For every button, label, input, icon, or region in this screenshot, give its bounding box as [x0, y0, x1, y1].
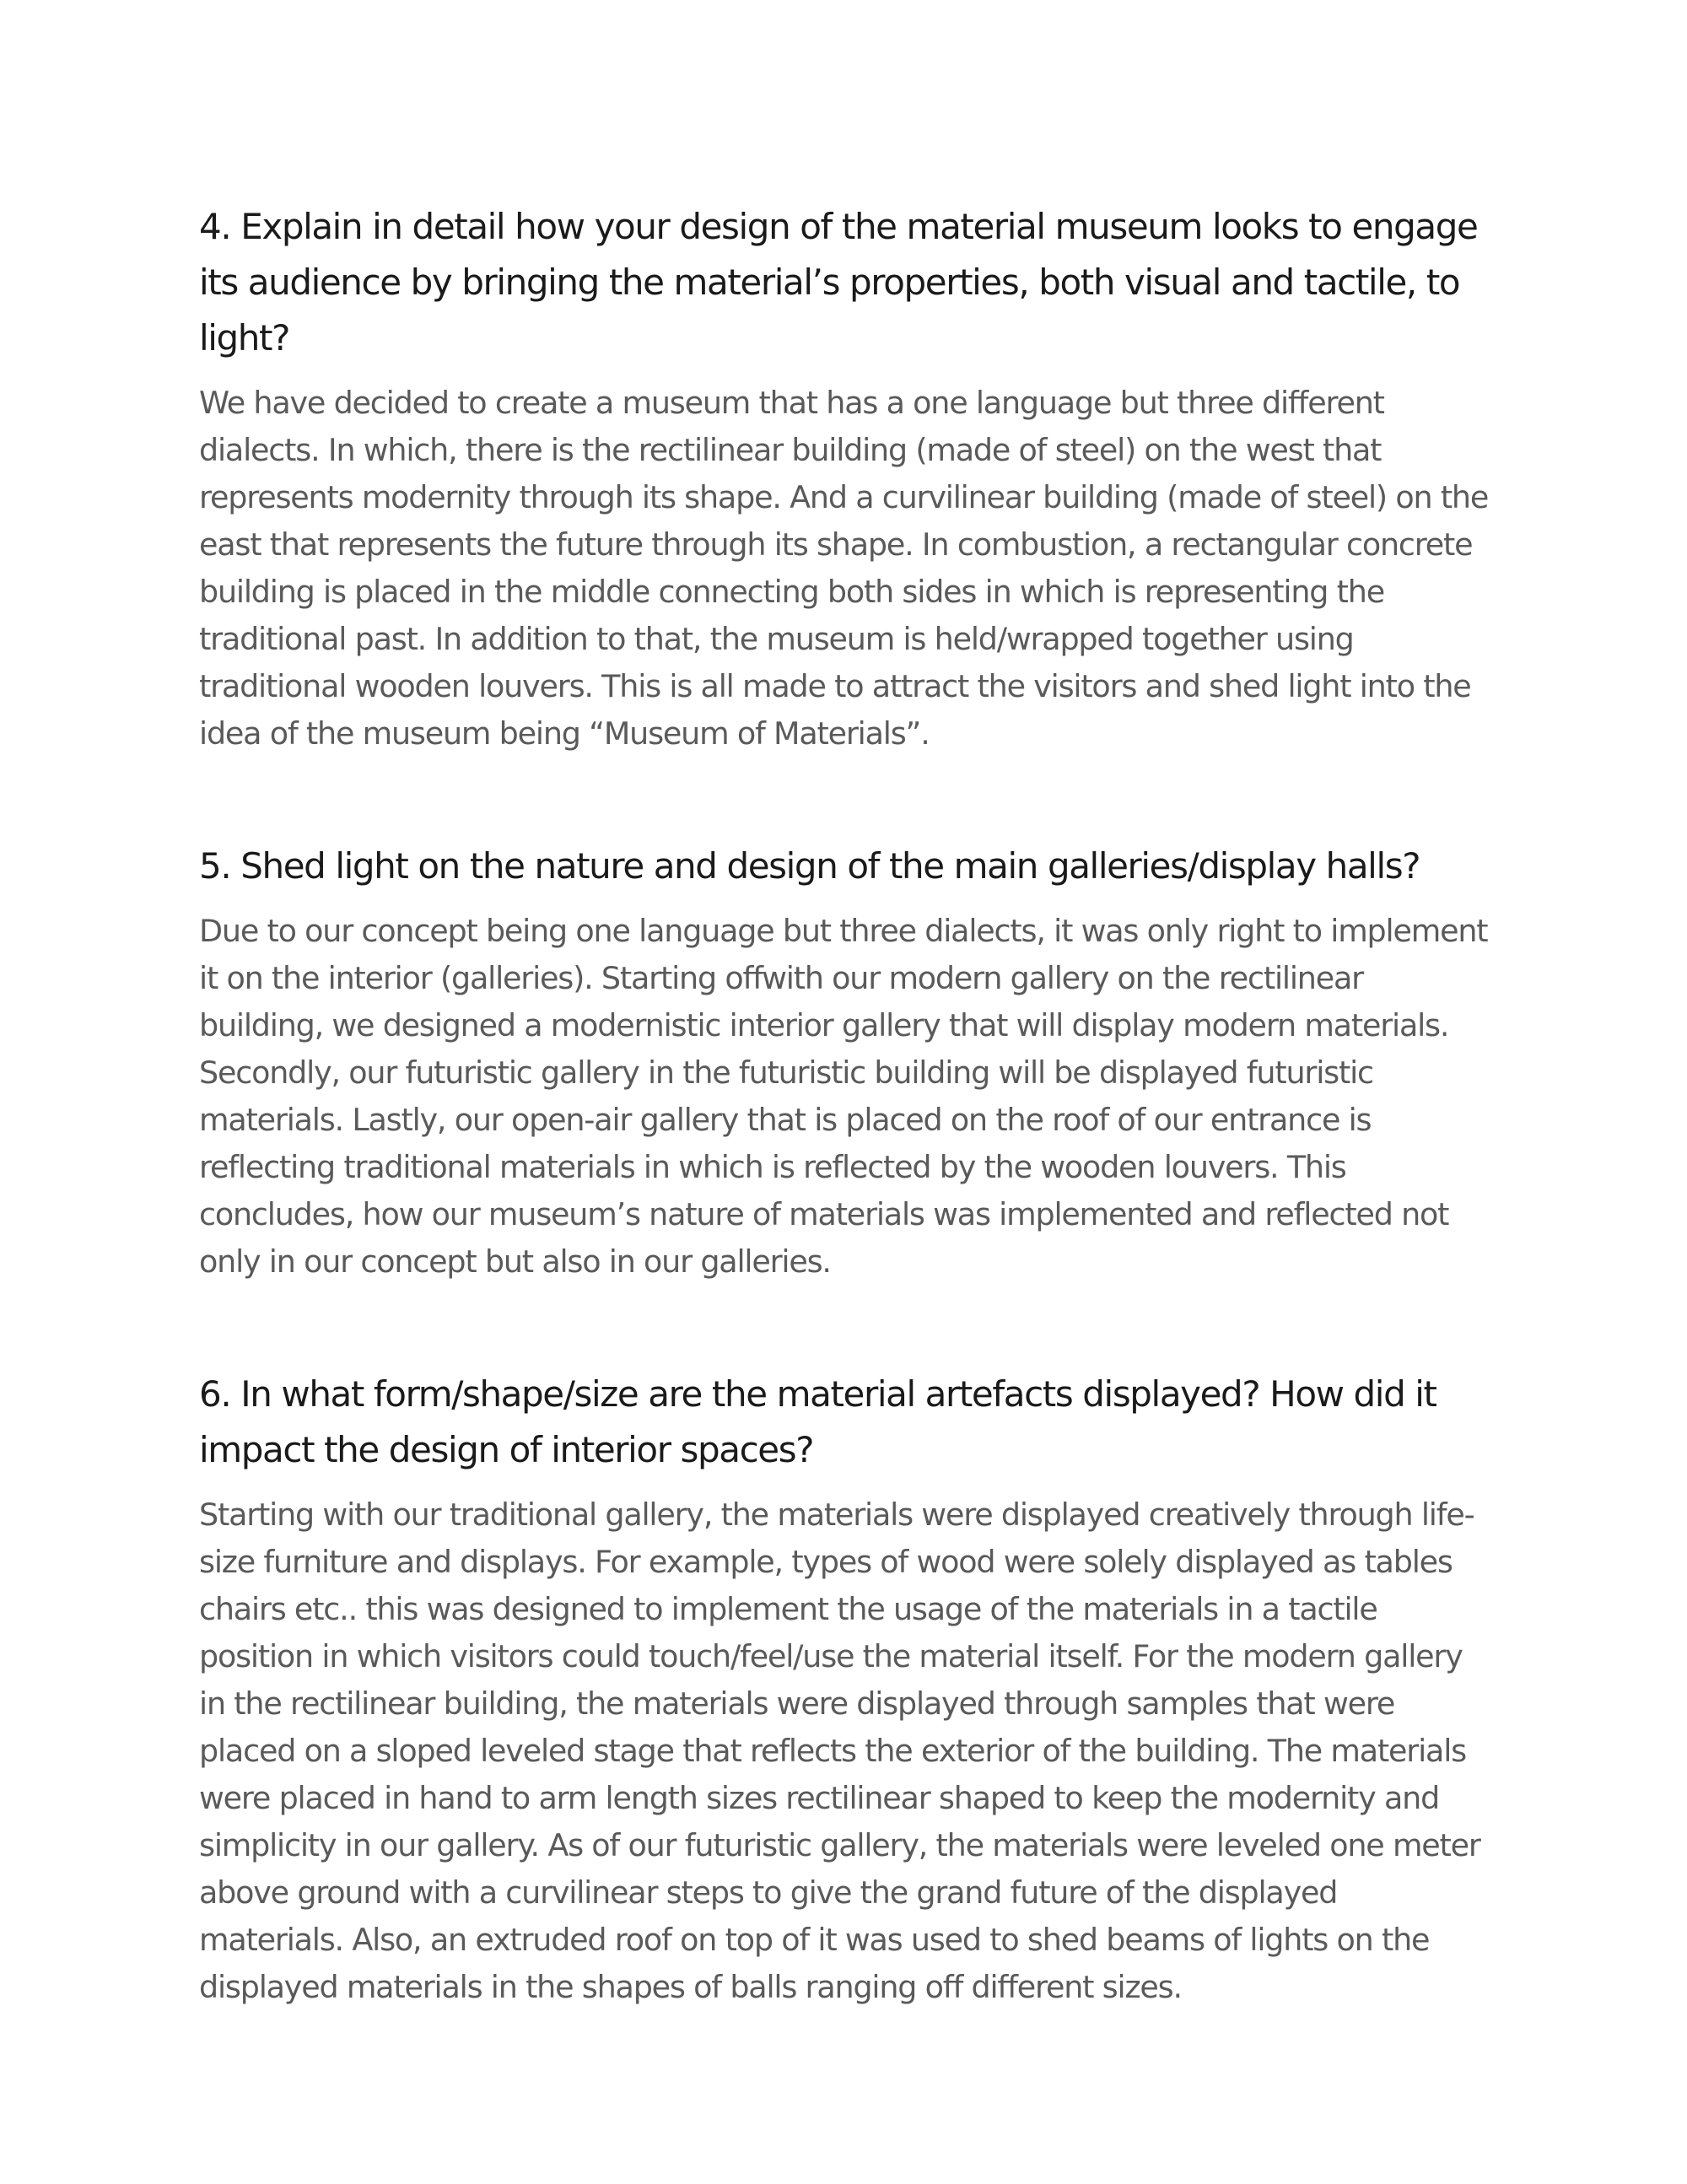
answer-paragraph: We have decided to create a museum that has a one language but three different dialects. In which, there is the rectilinear building (made of steel) on the west that represents modernity through its shape. And a curvilinear building (made of steel) on the east that represents the future through its shape. In combustion, a rectangular concrete building is placed in the middle connecting both sides in which is representing the traditional past. In addition to that, the museum is held/wrapped together using traditional wooden louvers. This is all made to attract the visitors and shed light into the idea of the museum being “Museum of Materials”.	[199, 385, 1489, 752]
section-question-4	[199, 199, 1490, 758]
section-question-5	[199, 839, 1490, 1286]
answer-paragraph: Due to our concept being one language but three dialects, it was only right to implement it on the interior (galleries). Starting offwith our modern gallery on the rectilinear building, we designed a modernistic interior gallery that will display modern materials. Secondly, our futuristic gallery in the futuristic building will be displayed futuristic materials. Lastly, our open-air gallery that is placed on the roof of our entrance is reflecting traditional materials in which is reflected by the wooden louvers. This concludes, how our museum’s nature of materials was implemented and reflected not only in our concept but also in our galleries.	[199, 913, 1488, 1280]
document-content	[199, 199, 1490, 2011]
answer-paragraph: Starting with our traditional gallery, the materials were displayed creatively through life-size furniture and displays. For example, types of wood were solely displayed as tables chairs etc.. this was designed to implement the usage of the materials in a tactile position in which visitors could touch/feel/use the material itself. For the modern gallery in the rectilinear building, the materials were displayed through samples that were placed on a sloped leveled stage that reflects the exterior of the building. The materials were placed in hand to arm length sizes rectilinear shaped to keep the modernity and simplicity in our gallery. As of our futuristic gallery, the materials were leveled one meter above ground with a curvilinear steps to give the grand future of the displayed materials. Also, an extruded roof on top of it was used to shed beams of lights on the displayed materials in the shapes of balls ranging off different sizes.	[199, 1496, 1480, 2005]
question-heading: 4. Explain in detail how your design of the material museum looks to engage its audience by bringing the material’s properties, both visual and tactile, to light?	[199, 206, 1478, 359]
question-heading: 6. In what form/shape/size are the material artefacts displayed? How did it impact the design of interior spaces?	[199, 1373, 1436, 1470]
question-heading: 5. Shed light on the nature and design of the main galleries/display halls?	[199, 845, 1420, 887]
section-question-6	[199, 1367, 1490, 2011]
